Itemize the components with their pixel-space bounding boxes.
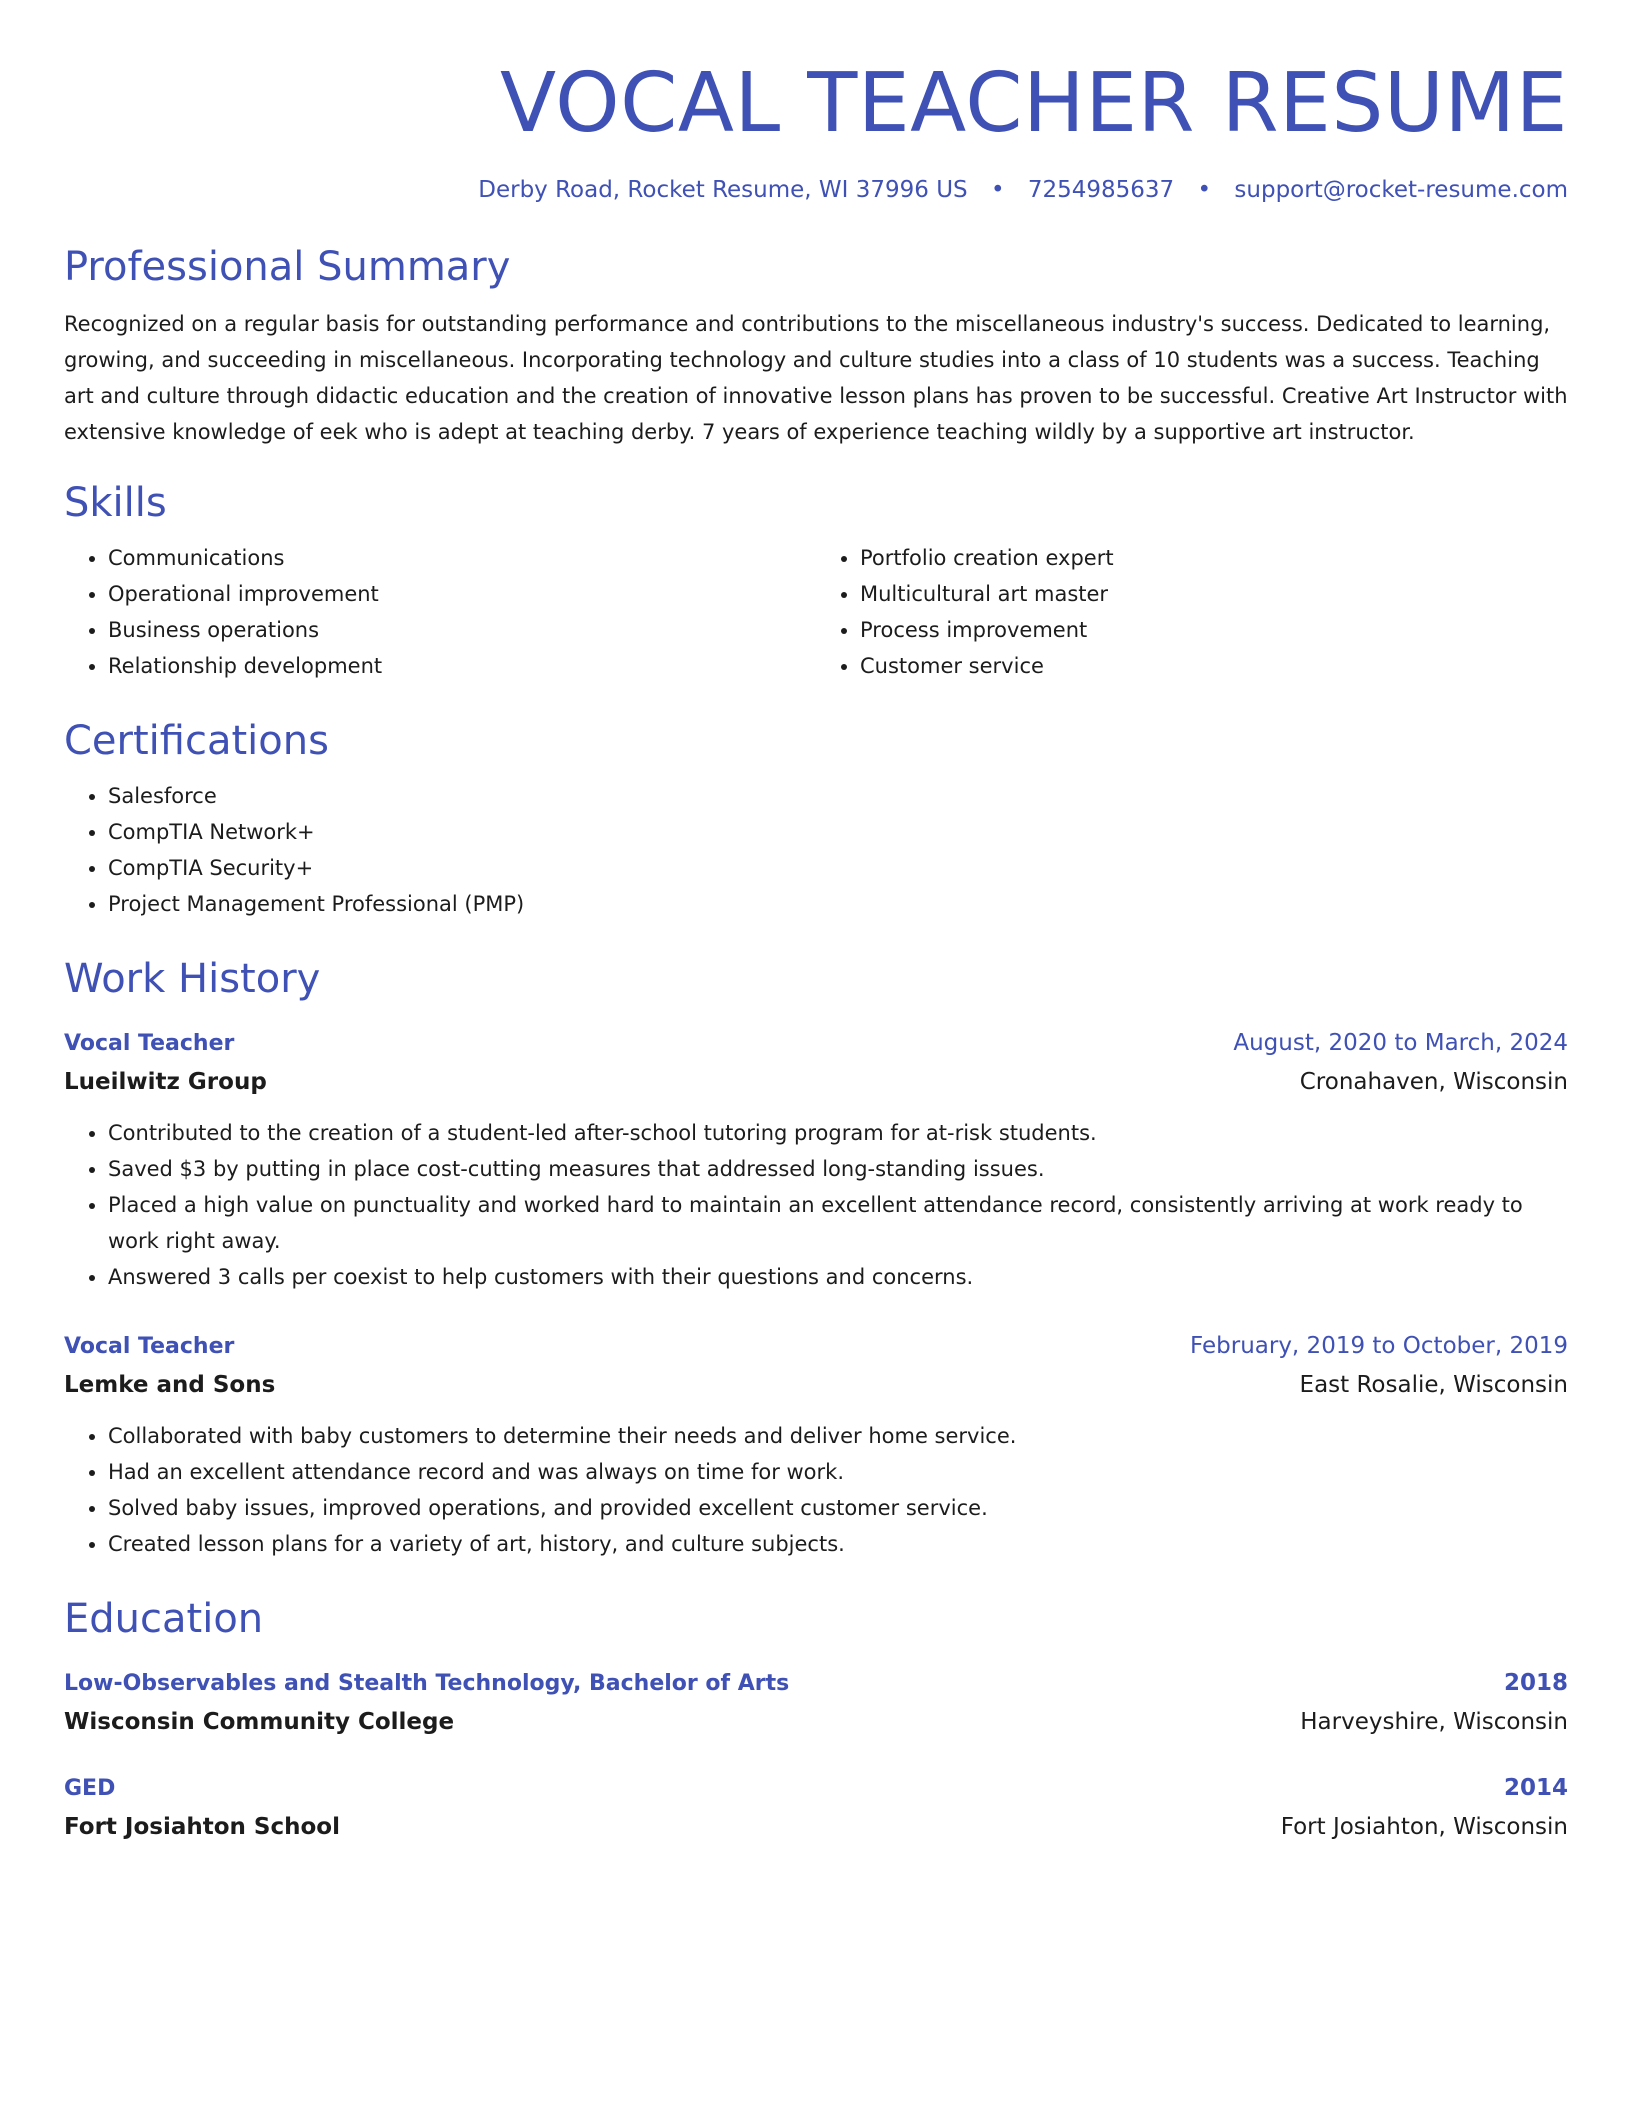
job-entry xyxy=(64,1024,1568,1295)
job-bullets xyxy=(64,1418,1568,1562)
education-degree: Low-Observables and Stealth Technology, Bachelor of Arts xyxy=(64,1671,790,1696)
summary-section xyxy=(64,242,1568,450)
skill-item: • Portfolio creation expert xyxy=(860,540,1568,576)
job-title-row xyxy=(64,1327,1568,1366)
education-degree-row xyxy=(64,1664,1568,1703)
skill-item: • Business operations xyxy=(108,612,816,648)
job-company-row xyxy=(64,1366,1568,1404)
certification-item: • Project Management Professional (PMP) xyxy=(108,886,1568,922)
certifications-list xyxy=(64,778,1568,922)
education-school-row xyxy=(64,1808,1568,1846)
contact-separator: • xyxy=(990,177,1005,203)
job-dates: August, 2020 to March, 2024 xyxy=(1233,1030,1568,1056)
education-location: Fort Josiahton, Wisconsin xyxy=(1280,1814,1568,1840)
certifications-heading: Certifications xyxy=(64,718,329,764)
education-entry xyxy=(64,1664,1568,1741)
work-history-heading: Work History xyxy=(64,956,321,1002)
job-location: Cronahaven, Wisconsin xyxy=(1299,1069,1568,1095)
work-history-section xyxy=(64,954,1568,1562)
job-title: Vocal Teacher xyxy=(64,1031,235,1056)
summary-text: Recognized on a regular basis for outstanding performance and contributions to the miscellaneous industry's success. Dedicated to learning, growing, and succeeding in miscellaneous. Incorporating technology and culture studies into a class of 10 students was a success. Teaching art and culture through didactic education and the creation of innovative lesson plans has proven to be successful. Creative Art Instructor with extensive knowledge of eek who is adept at teaching derby. 7 years of experience teaching wildly by a supportive art instructor. xyxy=(64,312,1568,444)
job-dates: February, 2019 to October, 2019 xyxy=(1190,1333,1568,1359)
skill-item: • Communications xyxy=(108,540,816,576)
job-bullet: • Contributed to the creation of a student-led after-school tutoring program for at-risk students. xyxy=(108,1115,1568,1151)
education-degree: GED xyxy=(64,1776,116,1801)
education-section xyxy=(64,1594,1568,1846)
skills-list-right xyxy=(816,540,1568,684)
summary-heading: Professional Summary xyxy=(64,244,511,290)
job-bullet: • Solved baby issues, improved operations, and provided excellent customer service. xyxy=(108,1490,1568,1526)
contact-phone: 7254985637 xyxy=(1027,177,1175,203)
job-company-row xyxy=(64,1063,1568,1101)
job-company: Lueilwitz Group xyxy=(64,1069,267,1095)
job-bullet: • Collaborated with baby customers to determine their needs and deliver home service. xyxy=(108,1418,1568,1454)
contact-address: Derby Road, Rocket Resume, WI 37996 US xyxy=(478,177,968,203)
contact-line xyxy=(64,174,1568,206)
job-bullet: • Answered 3 calls per coexist to help customers with their questions and concerns. xyxy=(108,1259,1568,1295)
job-title-row xyxy=(64,1024,1568,1063)
education-school: Wisconsin Community College xyxy=(64,1709,455,1735)
education-school: Fort Josiahton School xyxy=(64,1814,340,1840)
resume-title: VOCAL TEACHER RESUME xyxy=(499,56,1568,151)
contact-email: support@rocket-resume.com xyxy=(1234,177,1568,203)
education-year: 2018 xyxy=(1503,1670,1568,1696)
skill-item: • Operational improvement xyxy=(108,576,816,612)
skills-heading: Skills xyxy=(64,480,167,526)
certifications-section xyxy=(64,716,1568,922)
education-heading: Education xyxy=(64,1596,264,1642)
job-bullet: • Had an excellent attendance record and was always on time for work. xyxy=(108,1454,1568,1490)
certification-item: • Salesforce xyxy=(108,778,1568,814)
education-school-row xyxy=(64,1703,1568,1741)
education-location: Harveyshire, Wisconsin xyxy=(1300,1709,1568,1735)
job-title: Vocal Teacher xyxy=(64,1334,235,1359)
contact-separator: • xyxy=(1197,177,1212,203)
skill-item: • Multicultural art master xyxy=(860,576,1568,612)
resume-header xyxy=(64,56,1568,206)
job-bullet: • Placed a high value on punctuality and worked hard to maintain an excellent attendance record, consistently arriving at work ready to work right away. xyxy=(108,1187,1568,1259)
education-entry xyxy=(64,1769,1568,1846)
job-location: East Rosalie, Wisconsin xyxy=(1299,1372,1568,1398)
skills-list-left xyxy=(64,540,816,684)
certification-item: • CompTIA Network+ xyxy=(108,814,1568,850)
job-entry xyxy=(64,1327,1568,1562)
skills-grid xyxy=(64,528,1568,684)
skill-item: • Process improvement xyxy=(860,612,1568,648)
skills-section xyxy=(64,478,1568,684)
certification-item: • CompTIA Security+ xyxy=(108,850,1568,886)
education-year: 2014 xyxy=(1503,1775,1568,1801)
job-bullet: • Created lesson plans for a variety of art, history, and culture subjects. xyxy=(108,1526,1568,1562)
skill-item: • Customer service xyxy=(860,648,1568,684)
education-degree-row xyxy=(64,1769,1568,1808)
job-bullets xyxy=(64,1115,1568,1295)
job-bullet: • Saved $3 by putting in place cost-cutting measures that addressed long-standing issues. xyxy=(108,1151,1568,1187)
job-company: Lemke and Sons xyxy=(64,1372,276,1398)
skill-item: • Relationship development xyxy=(108,648,816,684)
